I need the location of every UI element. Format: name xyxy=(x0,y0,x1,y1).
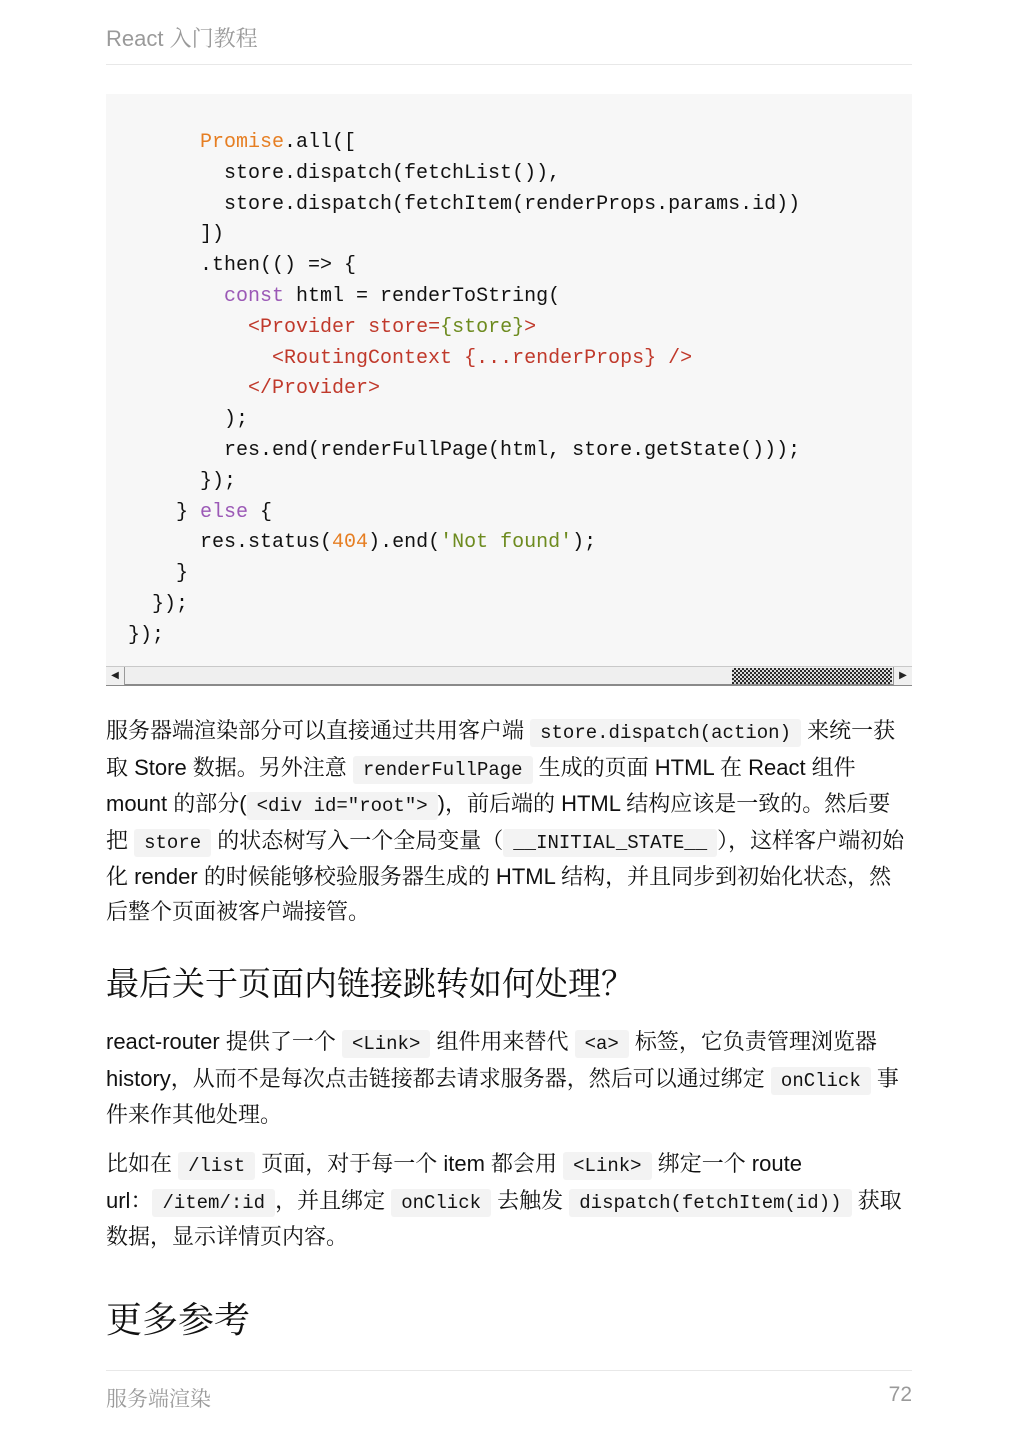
text: ，并且绑定 xyxy=(275,1187,392,1213)
scroll-right-arrow-icon[interactable]: ▶ xyxy=(893,667,912,685)
page-footer xyxy=(106,1370,912,1421)
paragraph-ssr-store xyxy=(106,714,912,929)
code-token: </Provider> xyxy=(248,377,381,401)
code-token: <Provider xyxy=(248,315,369,339)
inline-code: dispatch(fetchItem(id)) xyxy=(569,1189,851,1217)
book-title: React 入门教程 xyxy=(106,26,258,51)
inline-code: <Link> xyxy=(563,1152,651,1180)
inline-code: renderFullPage xyxy=(353,756,533,784)
code-block xyxy=(106,94,912,686)
paragraph-list-example xyxy=(106,1147,912,1255)
code-token: /> xyxy=(656,346,693,370)
inline-code: store.dispatch(action) xyxy=(530,719,801,747)
code-line: ); xyxy=(224,408,249,432)
text: 的状态树写入一个全局变量（ xyxy=(211,827,504,853)
code-line: } xyxy=(176,562,189,586)
inline-code: <div id="root"> xyxy=(247,792,438,820)
code-token: } xyxy=(176,500,201,524)
page-number: 72 xyxy=(888,1383,912,1406)
code-listing xyxy=(128,128,800,652)
paragraph-react-router-link xyxy=(106,1025,912,1133)
text: 获取数据，显示详情页内容。 xyxy=(106,1187,902,1249)
code-token: 404 xyxy=(332,531,369,555)
code-token: { xyxy=(248,500,273,524)
code-token: ); xyxy=(572,531,597,555)
code-token: {store} xyxy=(440,315,525,339)
code-line: store.dispatch(fetchList()), xyxy=(224,161,561,185)
code-token: store= xyxy=(368,315,441,339)
section-heading-links: 最后关于页面内链接跳转如何处理？ xyxy=(106,965,634,1002)
code-token: {...renderProps} xyxy=(464,346,657,370)
text: 页面，对于每一个 item 都会用 xyxy=(255,1151,564,1176)
section-heading-more: 更多参考 xyxy=(106,1299,251,1340)
inline-code: /item/:id xyxy=(152,1189,275,1217)
scroll-left-arrow-icon[interactable]: ◀ xyxy=(106,667,125,685)
code-line: }); xyxy=(128,623,165,647)
inline-code: __INITIAL_STATE__ xyxy=(503,829,717,857)
text: 绑定一个 route url： xyxy=(106,1151,802,1213)
code-line: store.dispatch(fetchItem(renderProps.params.id)) xyxy=(224,192,801,216)
text: react-router 提供了一个 xyxy=(106,1029,342,1054)
text: 生成的页面 HTML 在 React 组件 mount 的部分( xyxy=(106,754,856,816)
inline-code: /list xyxy=(178,1152,255,1180)
text: 事件来作其他处理。 xyxy=(106,1065,899,1127)
code-line: ]) xyxy=(200,223,225,247)
code-token: const xyxy=(224,284,285,308)
code-line: res.end(renderFullPage(html, store.getState())); xyxy=(224,438,801,462)
code-token: Promise xyxy=(200,131,285,154)
text: 比如在 xyxy=(106,1151,179,1176)
horizontal-scrollbar[interactable] xyxy=(106,666,912,686)
code-token: ).end( xyxy=(368,531,441,555)
text: 去触发 xyxy=(491,1187,570,1213)
code-line: }); xyxy=(200,469,237,493)
code-line: .then(() => { xyxy=(200,254,357,278)
code-token: res.status( xyxy=(200,531,333,555)
text: )，前后端的 HTML 结构应该是一致的。然后要把 xyxy=(106,791,891,853)
inline-code: store xyxy=(134,829,211,857)
inline-code: <a> xyxy=(575,1030,629,1058)
text: 服务器端渲染部分可以直接通过共用客户端 xyxy=(106,718,531,743)
inline-code: <Link> xyxy=(342,1030,430,1058)
code-token: <RoutingContext xyxy=(272,346,465,370)
code-token: html = renderToString( xyxy=(284,284,561,308)
page-header xyxy=(106,22,912,65)
inline-code: onClick xyxy=(391,1189,491,1217)
scrollbar-thumb[interactable] xyxy=(732,668,892,684)
text: 标签，它负责管理浏览器 history，从而不是每次点击链接都去请求服务器，然后可以通过绑定 xyxy=(106,1029,877,1091)
code-line: }); xyxy=(152,592,189,616)
code-token: else xyxy=(200,500,249,524)
code-token: 'Not found' xyxy=(440,531,573,555)
code-token: .all([ xyxy=(284,131,357,154)
code-token: > xyxy=(524,315,537,339)
inline-code: onClick xyxy=(771,1067,871,1095)
footer-section-title: 服务端渲染 xyxy=(106,1388,211,1411)
text: 组件用来替代 xyxy=(430,1029,575,1054)
text: 来统一获取 Store 数据。另外注意 xyxy=(106,718,896,780)
text: ），这样客户端初始化 render 的时候能够校验服务器生成的 HTML 结构，并且同步到初始化状态，然后整个页面被客户端接管。 xyxy=(106,827,905,924)
